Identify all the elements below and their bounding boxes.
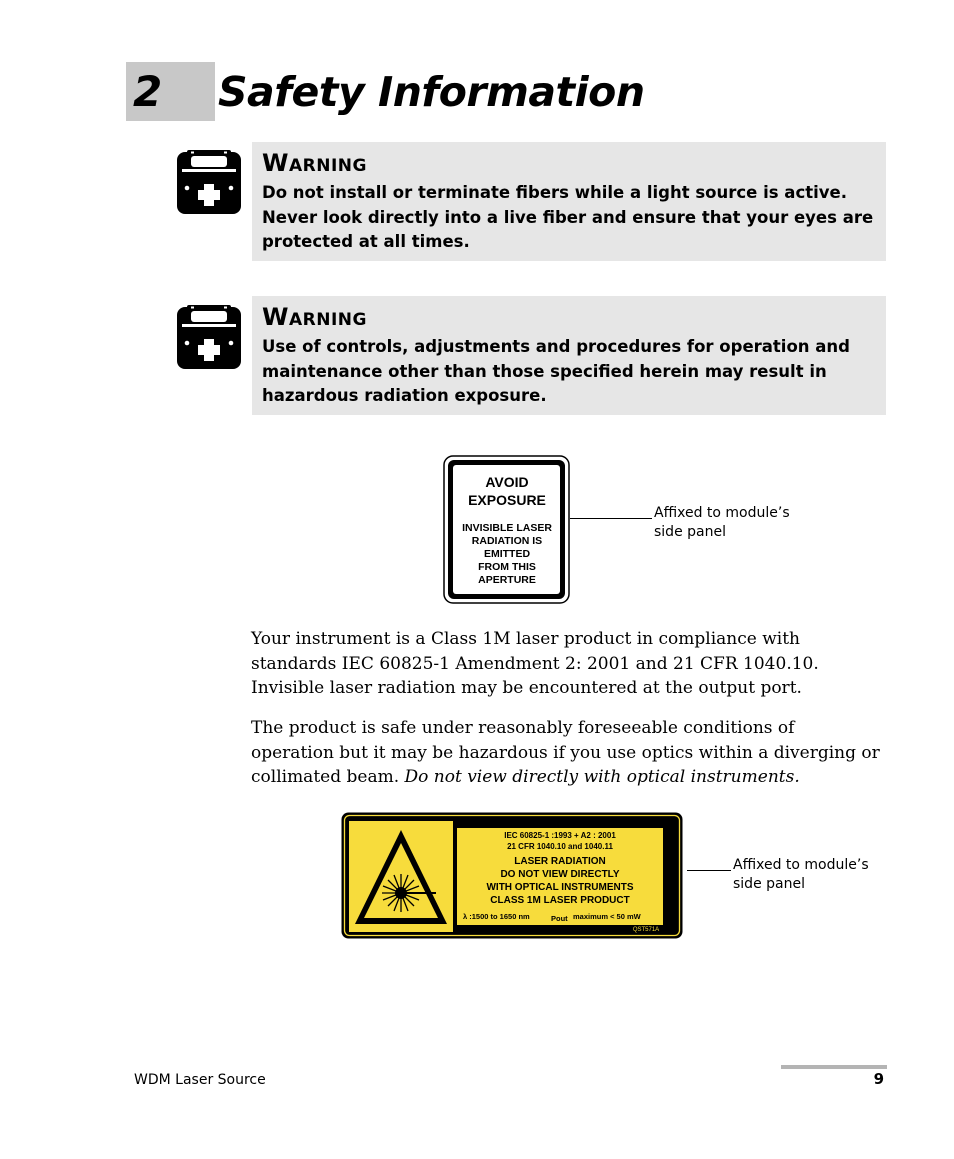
- body-paragraph: [251, 716, 881, 790]
- avoid-text-line: INVISIBLE LASER: [462, 522, 552, 534]
- footer-product-name: WDM Laser Source: [134, 1072, 266, 1088]
- laser-spec-wavelength: λ :1500 to 1650 nm: [463, 912, 530, 921]
- page-title: Safety Information: [218, 68, 645, 116]
- callout-text: Affixed to module’s side panel: [654, 505, 790, 540]
- warning-text: Use of controls, adjustments and procedures for operation and maintenance other than those specified herein may result in hazardous radiation exposure.: [262, 337, 850, 405]
- avoid-text-line: RADIATION IS: [471, 535, 543, 547]
- footer-rule: [781, 1065, 887, 1069]
- paragraph-text: The product is safe under reasonably foreseeable conditions of operation but it may be hazardous if you use optics within a diverging or collimated beam.: [251, 718, 880, 787]
- avoid-text-line: APERTURE: [478, 574, 536, 586]
- warning-box: [252, 142, 886, 261]
- callout-line: [570, 518, 652, 519]
- avoid-text-line: FROM THIS: [478, 561, 536, 573]
- laser-spec-pout: Pout: [551, 914, 568, 923]
- avoid-text-line: EMITTED: [483, 548, 531, 560]
- ambulance-icon: [175, 303, 243, 371]
- laser-warning-line: CLASS 1M LASER PRODUCT: [490, 895, 630, 906]
- ambulance-icon: [175, 148, 243, 216]
- warning-title: Warning: [262, 149, 367, 177]
- laser-spec-max: maximum < 50 mW: [573, 912, 641, 921]
- warning-box: [252, 296, 886, 415]
- avoid-exposure-label: [443, 455, 570, 604]
- paragraph-emphasis: Do not view directly with optical instruments.: [404, 767, 800, 787]
- avoid-title-line: AVOID: [485, 474, 529, 490]
- laser-warning-line: LASER RADIATION: [514, 856, 606, 867]
- callout-text: Affixed to module’s side panel: [733, 857, 869, 892]
- laser-warning-line: DO NOT VIEW DIRECTLY: [500, 869, 620, 880]
- callout-line: [687, 870, 731, 871]
- laser-standard-line: IEC 60825-1 :1993 + A2 : 2001: [504, 831, 616, 840]
- page-number: 9: [873, 1070, 884, 1088]
- avoid-title-line: EXPOSURE: [468, 492, 546, 508]
- laser-warning-line: WITH OPTICAL INSTRUMENTS: [486, 882, 634, 893]
- laser-label-code: QST571A: [632, 927, 660, 933]
- chapter-number: 2: [133, 67, 163, 116]
- warning-text: Do not install or terminate fibers while a light source is active. Never look directly into a live fiber and ensure that your eyes are protected at all times.: [262, 183, 874, 251]
- laser-warning-label: [341, 812, 683, 939]
- warning-title: Warning: [262, 303, 367, 331]
- laser-standard-line: 21 CFR 1040.10 and 1040.11: [507, 842, 613, 851]
- body-paragraph: Your instrument is a Class 1M laser product in compliance with standards IEC 60825-1 Amendment 2: 2001 and 21 CFR 1040.10. Invisible laser radiation may be encountered at the output port.: [251, 629, 819, 698]
